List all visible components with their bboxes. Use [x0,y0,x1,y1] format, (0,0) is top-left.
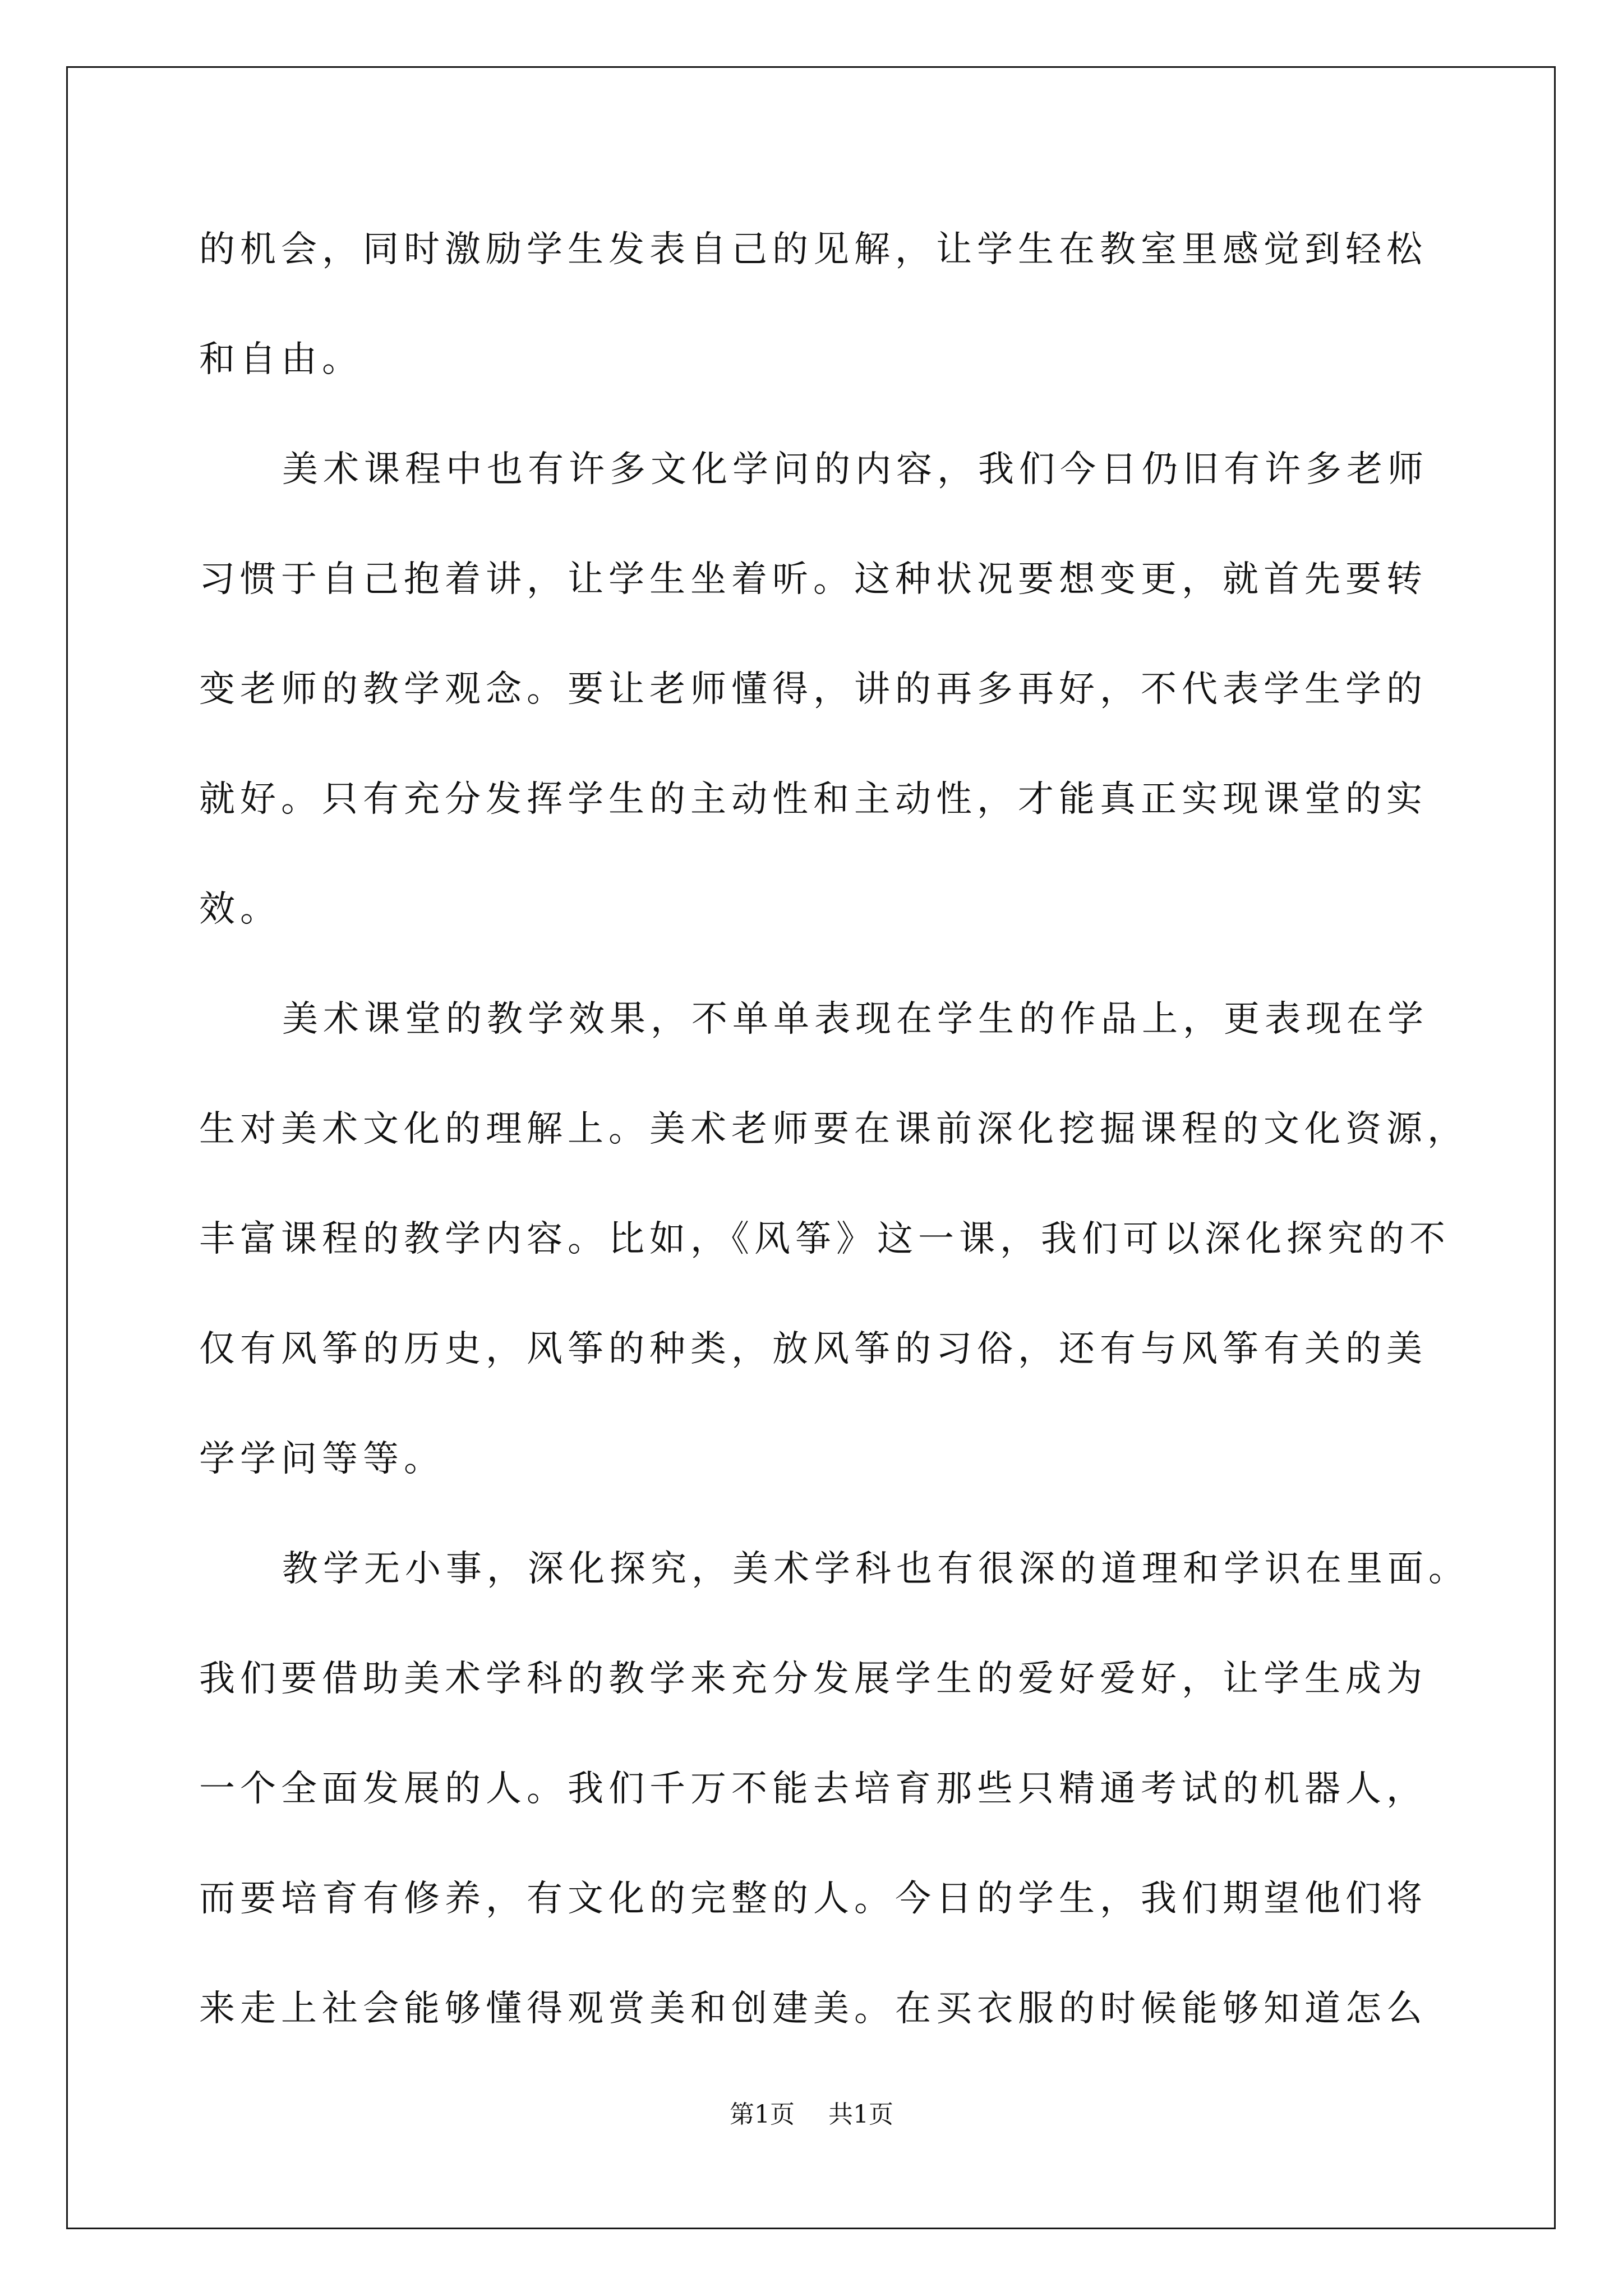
text-line: 和自由。 [199,339,363,380]
text-line: 效。 [199,889,281,930]
page-total: 共1页 [828,2100,893,2129]
text-line: 来走上社会能够懂得观赏美和创建美。在买衣服的时候能够知道怎么 [199,1988,1427,2030]
text-line: 而要培育有修养，有文化的完整的人。今日的学生，我们期望他们将 [199,1878,1427,1920]
paragraph-first-line: 美术课堂的教学效果，不单单表现在学生的作品上，更表现在学 [282,999,1428,1040]
page-footer [0,2098,1623,2132]
text-line: 仅有风筝的历史，风筝的种类，放风筝的习俗，还有与风筝有关的美 [199,1328,1427,1370]
text-line: 丰富课程的教学内容。比如，《风筝》这一课，我们可以深化探究的不 [199,1218,1450,1260]
paragraph-first-line: 美术课程中也有许多文化学问的内容，我们今日仍旧有许多老师 [282,449,1428,490]
text-line: 一个全面发展的人。我们千万不能去培育那些只精通考试的机器人， [199,1768,1427,1810]
text-line: 我们要借助美术学科的教学来充分发展学生的爱好爱好，让学生成为 [199,1658,1427,1700]
text-line: 习惯于自己抱着讲，让学生坐着听。这种状况要想变更，就首先要转 [199,559,1427,600]
page-number: 第1页 [730,2100,795,2129]
text-line: 生对美术文化的理解上。美术老师要在课前深化挖掘课程的文化资源， [199,1108,1468,1150]
paragraph-first-line: 教学无小事，深化探究，美术学科也有很深的道理和学识在里面。 [282,1548,1469,1590]
text-line: 变老师的教学观念。要让老师懂得，讲的再多再好，不代表学生学的 [199,669,1427,710]
text-line: 的机会，同时激励学生发表自己的见解，让学生在教室里感觉到轻松 [199,229,1427,270]
text-line: 就好。只有充分发挥学生的主动性和主动性，才能真正实现课堂的实 [199,779,1427,820]
text-line: 学学问等等。 [199,1438,445,1480]
